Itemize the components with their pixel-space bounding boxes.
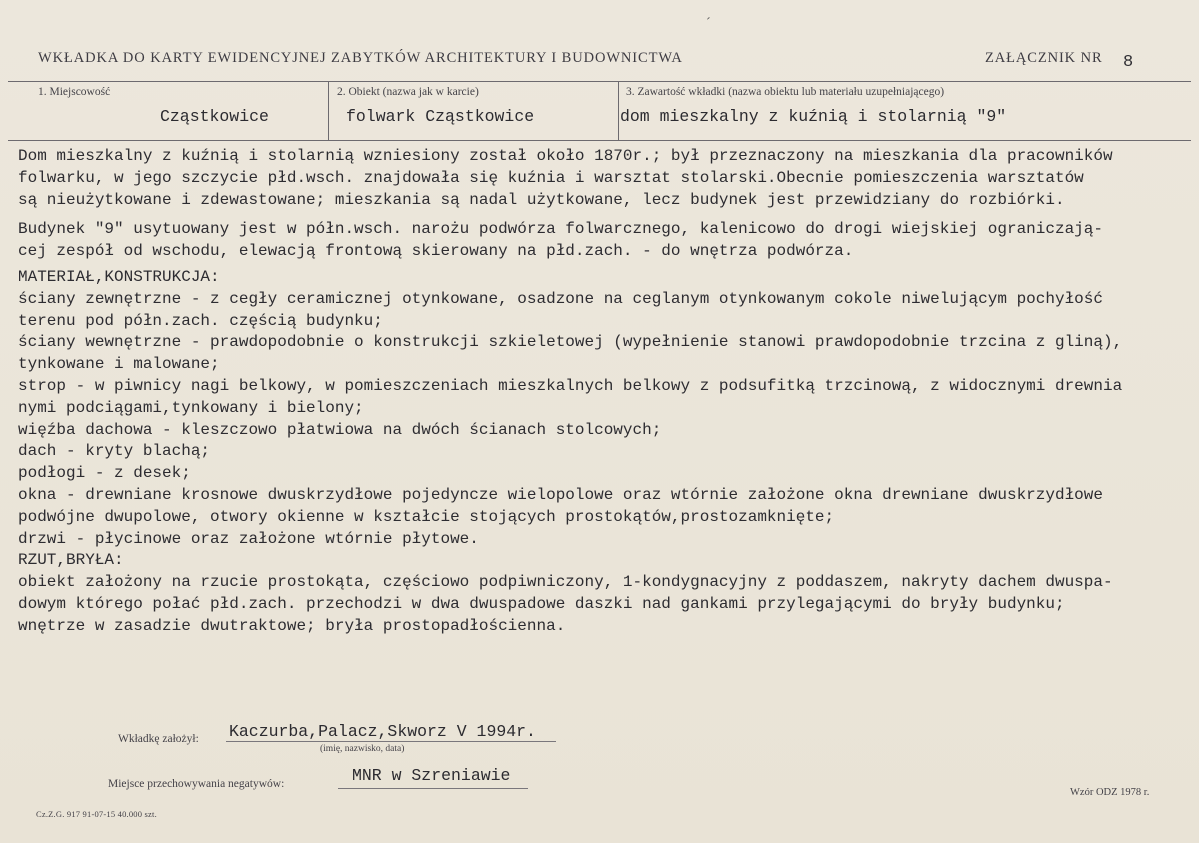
author-value: Kaczurba,Palacz,Skworz V 1994r. — [229, 722, 536, 741]
field-divider-1 — [328, 81, 329, 140]
field-value-object: folwark Cząstkowice — [346, 107, 535, 126]
annex-label: ZAŁĄCZNIK NR — [985, 50, 1103, 66]
materials-line: nymi podciągami,tynkowany i bielony; — [18, 398, 364, 417]
field-label-object: 2. Obiekt (nazwa jak w karcie) — [337, 86, 479, 98]
materials-line: terenu pod półn.zach. częścią budynku; — [18, 311, 383, 330]
materials-line: tynkowane i malowane; — [18, 355, 220, 374]
materials-line: więźba dachowa - kleszczowo płatwiowa na dwóch ścianach stolcowych; — [18, 420, 662, 439]
field-grid-top-rule — [8, 81, 1191, 82]
materials-line: strop - w piwnicy nagi belkowy, w pomieszczeniach mieszkalnych belkowy z podsufitką trzcinową, z widocznymi drewnia — [18, 376, 1123, 395]
location-line: Budynek "9" usytuowany jest w półn.wsch. narożu podwórza folwarcznego, kalenicowo do drogi wiejskiej ograniczają- — [18, 220, 1103, 239]
form-title: WKŁADKA DO KARTY EWIDENCYJNEJ ZABYTKÓW ARCHITEKTURY I BUDOWNICTWA — [38, 50, 683, 66]
field-label-contents: 3. Zawartość wkładki (nazwa obiektu lub materiału uzupełniającego) — [626, 86, 945, 98]
plan-line: wnętrze w zasadzie dwutraktowe; bryła prostopadłościenna. — [18, 616, 566, 635]
location-line: cej zespół od wschodu, elewacją frontową skierowany na płd.zach. - do wnętrza podwórza. — [18, 242, 854, 261]
plan-line: obiekt założony na rzucie prostokąta, częściowo podpiwniczony, 1-kondygnacyjny z poddaszem, nakryty dachem dwuspa- — [18, 573, 1113, 592]
plan-line: dowym którego połać płd.zach. przechodzi w dwa dwuspadowe daszki nad gankami przylegającymi do bryły budynku; — [18, 594, 1065, 613]
history-line: folwarku, w jego szczycie płd.wsch. znajdowała się kuźnia i warsztat stolarski.Obecnie pomieszczenia warsztatów — [18, 168, 1084, 187]
print-code: Cz.Z.G. 917 91-07-15 40.000 szt. — [36, 809, 157, 819]
materials-line: ściany zewnętrzne - z cegły ceramicznej otynkowane, osadzone na ceglanym otynkowanym cokole niwelującym pochyłość — [18, 289, 1103, 308]
materials-line: okna - drewniane krosnowe dwuskrzydłowe pojedyncze wielopolowe oraz wtórnie założone okna drewniane dwuskrzydłowe — [18, 485, 1103, 504]
storage-label: Miejsce przechowywania negatywów: — [108, 778, 285, 790]
pencil-tick-mark: ˊ — [706, 16, 711, 31]
materials-heading: MATERIAŁ,KONSTRUKCJA: — [18, 267, 220, 286]
history-line: Dom mieszkalny z kuźnią i stolarnią wzniesiony został około 1870r.; był przeznaczony na mieszkania dla pracowników — [18, 147, 1113, 165]
materials-line: podwójne dwupolowe, otwory okienne w kształcie stojących prostokątów,prostozamknięte; — [18, 507, 835, 526]
author-hint: (imię, nazwisko, data) — [320, 744, 405, 754]
description-body — [18, 146, 1193, 638]
field-grid-bottom-rule — [8, 140, 1191, 141]
plan-heading: RZUT,BRYŁA: — [18, 551, 124, 570]
history-line: są nieużytkowane i zdewastowane; mieszkania są nadal użytkowane, lecz budynek jest przewidziany do rozbiórki. — [18, 190, 1065, 209]
form-model: Wzór ODZ 1978 r. — [1070, 787, 1150, 798]
annex-number: 8 — [1123, 53, 1134, 72]
field-label-locality: 1. Miejscowość — [38, 86, 111, 98]
storage-underline — [338, 788, 528, 789]
storage-value: MNR w Szreniawie — [352, 766, 511, 785]
author-underline — [226, 741, 556, 742]
materials-line: ściany wewnętrzne - prawdopodobnie o konstrukcji szkieletowej (wypełnienie stanowi prawdopodobnie trzcina z gliną), — [18, 333, 1123, 352]
materials-line: dach - kryty blachą; — [18, 442, 211, 461]
field-divider-2 — [618, 81, 619, 140]
field-value-locality: Cząstkowice — [160, 107, 269, 126]
materials-line: podłogi - z desek; — [18, 464, 191, 483]
author-label: Wkładkę założył: — [118, 733, 199, 745]
field-value-contents: dom mieszkalny z kuźnią i stolarnią "9" — [620, 107, 1007, 126]
materials-line: drzwi - płycinowe oraz założone wtórnie płytowe. — [18, 529, 479, 548]
